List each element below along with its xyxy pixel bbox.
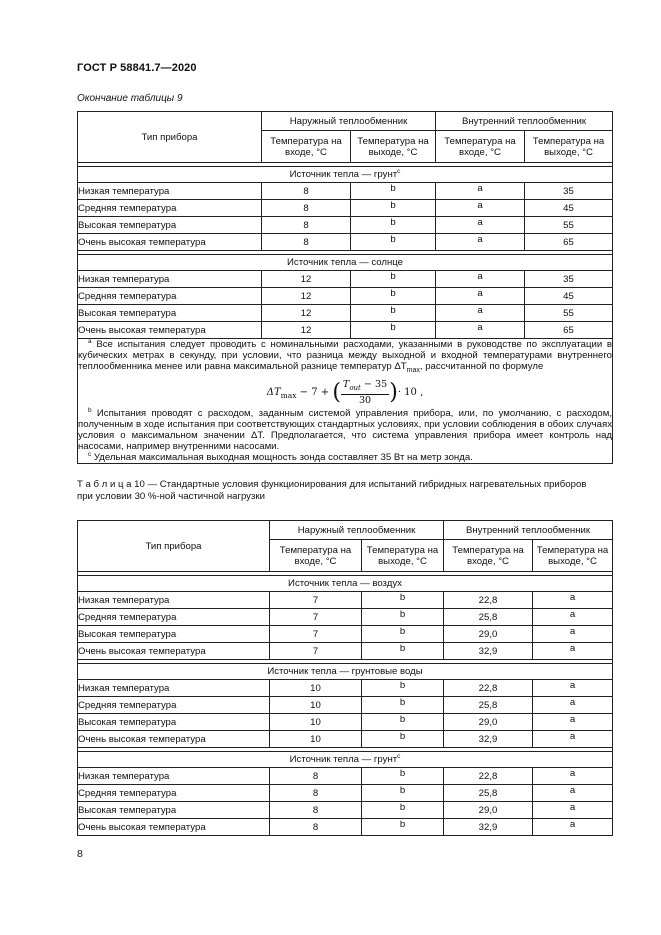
col-outdoor-inlet: Температура на входе, °С xyxy=(262,131,351,163)
row-outdoor-outlet: b xyxy=(351,322,436,339)
row-outdoor-outlet: b xyxy=(362,626,444,643)
row-indoor-outlet: 65 xyxy=(525,322,613,339)
row-outdoor-outlet: b xyxy=(351,271,436,288)
row-indoor-inlet: 29,0 xyxy=(444,714,533,731)
row-outdoor-inlet: 12 xyxy=(262,322,351,339)
col-outdoor-exchanger: Наружный теплообменник xyxy=(262,112,436,131)
row-indoor-inlet: a xyxy=(436,234,525,251)
formula-fraction xyxy=(341,379,389,406)
row-outdoor-outlet: b xyxy=(362,802,444,819)
section-header-row xyxy=(78,664,613,680)
col-outdoor-exchanger: Наружный теплообменник xyxy=(270,521,444,540)
formula-mid: − 7 + xyxy=(296,386,333,398)
row-indoor-inlet: 29,0 xyxy=(444,802,533,819)
col-indoor-outlet: Температура на выходе, °С xyxy=(533,540,613,572)
table-10 xyxy=(77,520,613,836)
col-device-type: Тип прибора xyxy=(78,112,262,163)
table-row xyxy=(78,217,613,234)
row-indoor-inlet: a xyxy=(436,183,525,200)
row-indoor-outlet: 35 xyxy=(525,183,613,200)
row-device-type: Средняя температура xyxy=(78,200,262,217)
row-outdoor-inlet: 8 xyxy=(262,200,351,217)
row-outdoor-outlet: b xyxy=(362,731,444,748)
row-device-type: Высокая температура xyxy=(78,217,262,234)
section-header-row xyxy=(78,752,613,768)
section-title xyxy=(78,167,613,183)
table-row xyxy=(78,305,613,322)
formula-lhs-sub: max xyxy=(280,390,297,400)
row-indoor-outlet: a xyxy=(533,609,613,626)
section-header-row xyxy=(78,167,613,183)
col-device-type: Тип прибора xyxy=(78,521,270,572)
row-indoor-inlet: 32,9 xyxy=(444,731,533,748)
col-indoor-outlet: Температура на выходе, °С xyxy=(525,131,613,163)
row-indoor-inlet: 22,8 xyxy=(444,680,533,697)
row-outdoor-inlet: 10 xyxy=(270,731,362,748)
formula-tail: · 10 , xyxy=(397,386,424,398)
section-title xyxy=(78,576,613,592)
row-indoor-inlet: a xyxy=(436,217,525,234)
table-row xyxy=(78,626,613,643)
section-title-text: Источник тепла — грунтовые воды xyxy=(267,666,423,677)
row-outdoor-inlet: 7 xyxy=(270,592,362,609)
row-device-type: Очень высокая температура xyxy=(78,643,270,660)
row-indoor-outlet: a xyxy=(533,731,613,748)
formula-numerator xyxy=(341,379,389,395)
row-indoor-outlet: a xyxy=(533,626,613,643)
row-outdoor-inlet: 12 xyxy=(262,288,351,305)
row-indoor-inlet: 32,9 xyxy=(444,819,533,836)
row-outdoor-inlet: 8 xyxy=(262,234,351,251)
section-title-footnote-mark: c xyxy=(397,752,401,760)
row-outdoor-outlet: b xyxy=(362,592,444,609)
row-outdoor-outlet: b xyxy=(362,609,444,626)
row-device-type: Высокая температура xyxy=(78,714,270,731)
footnote-a-text-2: , рассчитанной по формуле xyxy=(419,361,544,372)
row-device-type: Очень высокая температура xyxy=(78,819,270,836)
section-title-text: Источник тепла — воздух xyxy=(288,578,402,589)
row-indoor-outlet: a xyxy=(533,643,613,660)
row-outdoor-inlet: 10 xyxy=(270,697,362,714)
formula-num-sub: out xyxy=(349,383,361,392)
row-indoor-inlet: a xyxy=(436,322,525,339)
row-indoor-outlet: a xyxy=(533,592,613,609)
section-title-text: Источник тепла — грунт xyxy=(289,754,398,765)
table-row xyxy=(78,643,613,660)
table-9 xyxy=(77,111,613,464)
footnote-a xyxy=(78,339,612,376)
footnote-c xyxy=(78,452,612,463)
row-device-type: Средняя температура xyxy=(78,697,270,714)
footnote-b-text: Испытания проводят с расходом, заданным системой управления прибора, или, по умолчанию, с расходом, полученным в ходе испытания при соответствующих стандартных условиях, при условии соблюдения в обоих случаях условия о максимальном значении ΔT. Предполагается, что система управления прибора имеет контроль над насосами, например внутренними насосами. xyxy=(78,407,613,452)
col-outdoor-outlet: Температура на выходе, °С xyxy=(351,131,436,163)
table-10-caption: Т а б л и ц а 10 — Стандартные условия функционирования для испытаний гибридных нагревательных приборов при условии 30 %-ной частичной нагрузки xyxy=(77,479,587,502)
page-number: 8 xyxy=(77,848,83,860)
row-indoor-outlet: a xyxy=(533,785,613,802)
table-row xyxy=(78,731,613,748)
row-indoor-inlet: 25,8 xyxy=(444,697,533,714)
row-outdoor-outlet: b xyxy=(362,768,444,785)
section-title-footnote-mark: c xyxy=(397,167,401,175)
section-header-row xyxy=(78,576,613,592)
section-title-text: Источник тепла — солнце xyxy=(287,257,403,268)
row-device-type: Низкая температура xyxy=(78,768,270,785)
col-indoor-exchanger: Внутренний теплообменник xyxy=(436,112,613,131)
row-outdoor-inlet: 8 xyxy=(262,217,351,234)
formula-num-rest: − 35 xyxy=(360,378,388,390)
formula-paren-close: ) xyxy=(389,379,398,405)
row-indoor-inlet: a xyxy=(436,200,525,217)
row-indoor-outlet: a xyxy=(533,802,613,819)
footnote-a-text-1: Все испытания следует проводить с номинальными расходами, указанными в руководстве по эксплуатации в кубических метрах в секунду, при условии, что разница между выходной и входной температурами внутреннего теплообменника менее или равна максимальной разнице температур ΔT xyxy=(78,339,613,372)
row-device-type: Очень высокая температура xyxy=(78,322,262,339)
row-indoor-outlet: a xyxy=(533,819,613,836)
table-row xyxy=(78,819,613,836)
col-indoor-inlet: Температура на входе, °С xyxy=(444,540,533,572)
row-device-type: Очень высокая температура xyxy=(78,234,262,251)
section-title xyxy=(78,752,613,768)
table-row xyxy=(78,714,613,731)
row-outdoor-outlet: b xyxy=(351,305,436,322)
section-header-row xyxy=(78,255,613,271)
formula-denominator: 30 xyxy=(358,394,372,406)
table-row xyxy=(78,697,613,714)
row-indoor-outlet: 55 xyxy=(525,305,613,322)
table-row xyxy=(78,592,613,609)
document-header: ГОСТ Р 58841.7—2020 xyxy=(77,62,197,74)
row-outdoor-outlet: b xyxy=(362,697,444,714)
formula-paren-open: ( xyxy=(332,379,341,405)
footnote-a-subscript: max xyxy=(406,366,420,374)
row-device-type: Очень высокая температура xyxy=(78,731,270,748)
row-outdoor-outlet: b xyxy=(351,183,436,200)
row-outdoor-inlet: 7 xyxy=(270,626,362,643)
row-indoor-outlet: 65 xyxy=(525,234,613,251)
col-indoor-exchanger: Внутренний теплообменник xyxy=(444,521,613,540)
row-outdoor-inlet: 8 xyxy=(262,183,351,200)
section-title xyxy=(78,255,613,271)
table-row xyxy=(78,200,613,217)
row-outdoor-inlet: 7 xyxy=(270,643,362,660)
row-outdoor-outlet: b xyxy=(362,680,444,697)
row-indoor-outlet: a xyxy=(533,697,613,714)
row-device-type: Высокая температура xyxy=(78,305,262,322)
row-outdoor-outlet: b xyxy=(351,217,436,234)
col-outdoor-outlet: Температура на выходе, °С xyxy=(362,540,444,572)
row-outdoor-inlet: 12 xyxy=(262,271,351,288)
footnote-c-mark: c xyxy=(88,450,92,458)
row-indoor-outlet: 45 xyxy=(525,200,613,217)
row-device-type: Высокая температура xyxy=(78,626,270,643)
row-indoor-outlet: 45 xyxy=(525,288,613,305)
table-row xyxy=(78,680,613,697)
delta-t-max-formula xyxy=(78,379,612,406)
row-outdoor-outlet: b xyxy=(362,785,444,802)
row-outdoor-inlet: 8 xyxy=(270,785,362,802)
row-device-type: Низкая температура xyxy=(78,183,262,200)
table-row xyxy=(78,609,613,626)
row-indoor-inlet: 22,8 xyxy=(444,592,533,609)
row-indoor-outlet: a xyxy=(533,714,613,731)
row-outdoor-inlet: 10 xyxy=(270,680,362,697)
table-row xyxy=(78,768,613,785)
footnote-a-mark: a xyxy=(88,337,92,345)
footnote-c-text: Удельная максимальная выходная мощность зонда составляет 35 Вт на метр зонда. xyxy=(93,451,473,463)
row-indoor-inlet: 32,9 xyxy=(444,643,533,660)
row-outdoor-outlet: b xyxy=(351,200,436,217)
row-device-type: Средняя температура xyxy=(78,288,262,305)
table-row xyxy=(78,183,613,200)
row-outdoor-inlet: 8 xyxy=(270,819,362,836)
table-9-footnotes xyxy=(78,339,613,464)
row-device-type: Низкая температура xyxy=(78,680,270,697)
row-indoor-inlet: 25,8 xyxy=(444,609,533,626)
footnote-b-mark: b xyxy=(88,406,92,414)
table-row xyxy=(78,288,613,305)
row-device-type: Средняя температура xyxy=(78,785,270,802)
row-indoor-outlet: 55 xyxy=(525,217,613,234)
row-indoor-inlet: 25,8 xyxy=(444,785,533,802)
row-indoor-inlet: 29,0 xyxy=(444,626,533,643)
row-device-type: Низкая температура xyxy=(78,592,270,609)
footnote-b xyxy=(78,408,612,452)
row-indoor-outlet: a xyxy=(533,680,613,697)
table-row xyxy=(78,271,613,288)
row-outdoor-inlet: 7 xyxy=(270,609,362,626)
row-device-type: Высокая температура xyxy=(78,802,270,819)
section-title xyxy=(78,664,613,680)
row-outdoor-outlet: b xyxy=(351,288,436,305)
table-row xyxy=(78,234,613,251)
row-indoor-inlet: a xyxy=(436,271,525,288)
section-title-text: Источник тепла — грунт xyxy=(289,169,398,180)
row-device-type: Средняя температура xyxy=(78,609,270,626)
col-indoor-inlet: Температура на входе, °С xyxy=(436,131,525,163)
row-indoor-inlet: a xyxy=(436,305,525,322)
row-outdoor-outlet: b xyxy=(351,234,436,251)
row-outdoor-outlet: b xyxy=(362,643,444,660)
row-outdoor-inlet: 8 xyxy=(270,768,362,785)
table-continuation-label: Окончание таблицы 9 xyxy=(77,93,183,104)
row-outdoor-inlet: 10 xyxy=(270,714,362,731)
col-outdoor-inlet: Температура на входе, °С xyxy=(270,540,362,572)
row-indoor-inlet: 22,8 xyxy=(444,768,533,785)
table-row xyxy=(78,785,613,802)
row-indoor-outlet: a xyxy=(533,768,613,785)
row-device-type: Низкая температура xyxy=(78,271,262,288)
row-outdoor-inlet: 8 xyxy=(270,802,362,819)
formula-lhs: ΔT xyxy=(266,386,281,398)
row-outdoor-outlet: b xyxy=(362,819,444,836)
row-outdoor-outlet: b xyxy=(362,714,444,731)
row-outdoor-inlet: 12 xyxy=(262,305,351,322)
table-row xyxy=(78,322,613,339)
row-indoor-inlet: a xyxy=(436,288,525,305)
row-indoor-outlet: 35 xyxy=(525,271,613,288)
table-row xyxy=(78,802,613,819)
formula-num-var: T xyxy=(342,378,350,390)
